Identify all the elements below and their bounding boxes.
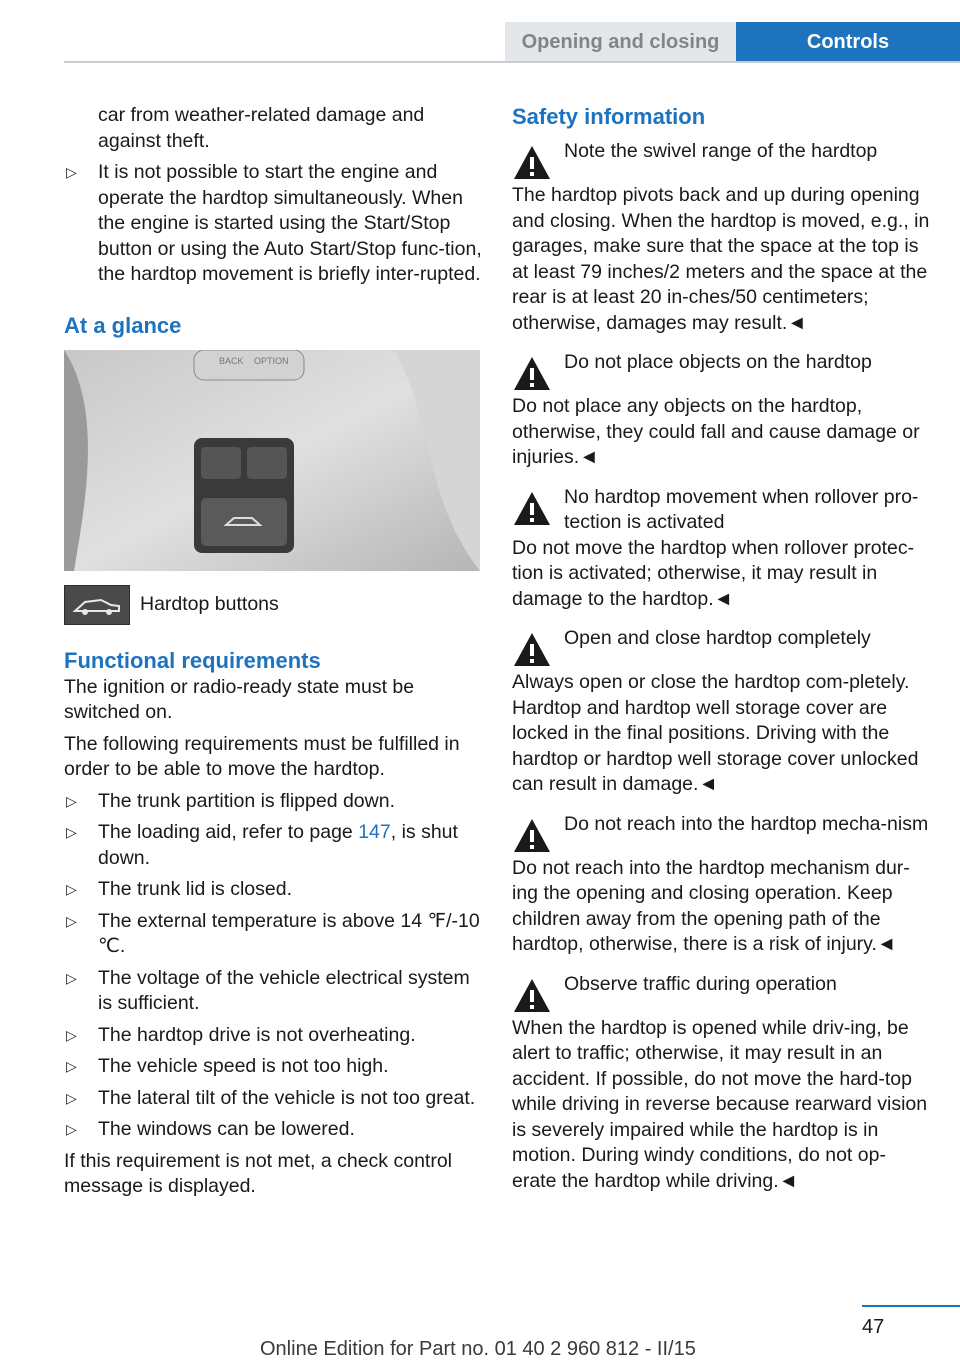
at-a-glance-heading: At a glance bbox=[64, 312, 182, 338]
bullet-triangle-icon: ▷ bbox=[66, 969, 77, 986]
chapter-tab: Controls bbox=[736, 22, 960, 63]
warning-block bbox=[512, 972, 930, 1195]
list-item: ▷ The windows can be lowered. bbox=[64, 1117, 482, 1143]
warning-block bbox=[512, 139, 930, 336]
bullet-triangle-icon: ▷ bbox=[66, 912, 77, 929]
warning-body: Do not move the hardtop when rollover protec-tion is activated; otherwise, it may result in damage to the hardtop.◄ bbox=[512, 536, 915, 610]
bullet-triangle-icon: ▷ bbox=[66, 1121, 77, 1137]
warning-body: Do not reach into the hardtop mechanism dur-ing the opening and closing operation. Keep children away from the opening path of the hardtop, otherwise, there is a risk of injury.◄ bbox=[512, 856, 910, 955]
list-item: ▷ The external temperature is above 14 ℉/-10 ℃. bbox=[66, 909, 480, 957]
section-tab: Opening and closing bbox=[505, 22, 736, 63]
warning-body: The hardtop pivots back and up during opening and closing. When the hardtop is moved, e.g., in garages, make sure that the space at the top is at least 79 inches/2 meters and the space at the rear is at least 20 in-ches/50 centimeters; otherwise, damages may result.◄ bbox=[512, 184, 930, 334]
bullet-triangle-icon: ▷ bbox=[66, 1058, 77, 1074]
list-item: ▷ The voltage of the vehicle electrical system is sufficient. bbox=[66, 966, 470, 1014]
warning-title: Do not reach into the hardtop mecha-nism bbox=[564, 812, 929, 835]
warning-icon bbox=[512, 354, 552, 394]
warning-icon bbox=[512, 976, 552, 1016]
caption-text: Hardtop buttons bbox=[140, 592, 279, 615]
left-column bbox=[64, 103, 482, 1200]
warning-block bbox=[512, 350, 930, 471]
warning-body: Do not place any objects on the hardtop, otherwise, they could fall and cause damage or injuries.◄ bbox=[512, 395, 920, 468]
edition-footer: Online Edition for Part no. 01 40 2 960 812 - II/15 bbox=[260, 1338, 696, 1360]
option-button-label: OPTION bbox=[254, 355, 289, 366]
warning-block bbox=[512, 485, 930, 613]
hardtop-buttons-photo bbox=[64, 350, 480, 571]
list-item: ▷ The trunk partition is flipped down. bbox=[64, 789, 482, 815]
bullet-triangle-icon: ▷ bbox=[66, 792, 77, 809]
list-item: ▷ The vehicle speed is not too high. bbox=[64, 1054, 482, 1080]
warning-body: When the hardtop is opened while driv-ing, be alert to traffic; otherwise, it may result in an accident. If possible, do not move the hard-top while driving in reverse because rearward vision is severely impaired while the hardtop is in motion. During windy conditions, do not op-erate the hardtop while driving.◄ bbox=[512, 1016, 928, 1192]
warning-title: No hardtop movement when rollover pro-tection is activated bbox=[564, 485, 919, 533]
warning-icon bbox=[512, 143, 552, 183]
bullet-triangle-icon: ▷ bbox=[66, 1026, 77, 1043]
warning-title: Do not place objects on the hardtop bbox=[564, 351, 872, 373]
paragraph: The ignition or radio-ready state must be switched on. bbox=[64, 675, 415, 723]
right-column bbox=[512, 103, 930, 1208]
footer-divider bbox=[862, 1305, 960, 1307]
warning-body: Always open or close the hardtop com-pletely. Hardtop and hardtop well storage cover are locked in the final positions. Driving with the hardtop or hardtop well storage cover unlocked can result in damage.◄ bbox=[512, 671, 919, 795]
functional-requirements-heading: Functional requirements bbox=[64, 647, 321, 673]
caption bbox=[64, 585, 482, 625]
list-item: ▷ The trunk lid is closed. bbox=[64, 877, 482, 903]
bullet-triangle-icon: ▷ bbox=[66, 1089, 77, 1106]
warning-block bbox=[512, 812, 930, 958]
bullet-triangle-icon: ▷ bbox=[66, 881, 77, 897]
back-button-label: BACK bbox=[219, 355, 244, 366]
warning-title: Open and close hardtop completely bbox=[564, 627, 871, 649]
warning-block bbox=[512, 626, 930, 798]
warning-title: Note the swivel range of the hardtop bbox=[564, 140, 878, 162]
paragraph: The following requirements must be fulfilled in order to be able to move the hardtop. bbox=[64, 732, 460, 780]
paragraph: If this requirement is not met, a check control message is displayed. bbox=[64, 1149, 453, 1197]
warning-icon bbox=[512, 630, 552, 670]
safety-information-heading: Safety information bbox=[512, 104, 706, 129]
list-item: ▷ The hardtop drive is not overheating. bbox=[64, 1023, 482, 1049]
page-link[interactable]: 147 bbox=[358, 821, 391, 843]
page-number: 47 bbox=[862, 1316, 885, 1338]
continued-text: car from weather-related damage and against theft. bbox=[98, 104, 425, 152]
list-item: ▷ It is not possible to start the engine and operate the hardtop simultaneously. When the engine is started using the Start/Stop button or using the Auto Start/Stop func-tion, the hardtop movement is briefly inter-rupted. bbox=[66, 161, 482, 285]
warning-icon bbox=[512, 489, 552, 529]
warning-icon bbox=[512, 816, 552, 856]
header-divider bbox=[64, 61, 960, 63]
list-item: ▷ The lateral tilt of the vehicle is not too great. bbox=[64, 1086, 482, 1112]
bullet-triangle-icon: ▷ bbox=[66, 164, 77, 180]
list-item: ▷ The loading aid, refer to page 147, is shut down. bbox=[66, 821, 458, 869]
hardtop-button-icon bbox=[64, 585, 130, 625]
warning-title: Observe traffic during operation bbox=[564, 972, 837, 995]
bullet-triangle-icon: ▷ bbox=[66, 824, 77, 840]
